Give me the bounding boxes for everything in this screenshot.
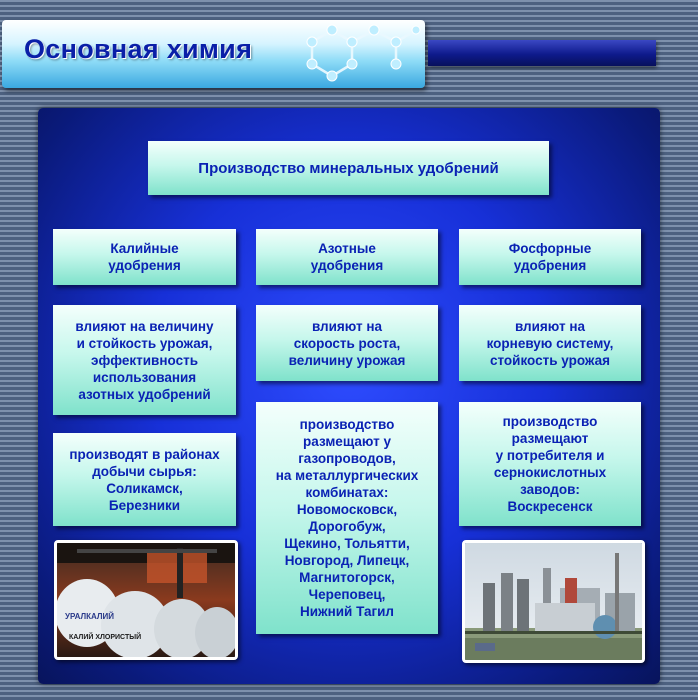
main-title-box: Производство минеральных удобрений [148, 141, 549, 195]
phosphate-effect-box: влияют на корневую систему, стойкость урожая [459, 305, 641, 381]
potash-plant-photo [54, 540, 238, 660]
potash-type-box: Калийные удобрения [53, 229, 236, 285]
potash-production-box: производят в районах добычи сырья: Соликамск, Березники [53, 433, 236, 526]
chemical-plant-image [465, 543, 642, 660]
bag-brand-label: УРАЛКАЛИЙ [65, 612, 114, 621]
molecule-icon [284, 20, 424, 88]
potash-plant-image [57, 543, 235, 657]
phosphate-type-box: Фосфорные удобрения [459, 229, 641, 285]
nitrogen-effect-box: влияют на скорость роста, величину урожая [256, 305, 438, 381]
bag-product-label: КАЛИЙ ХЛОРИСТЫЙ [69, 634, 142, 641]
phosphate-plant-photo [462, 540, 645, 663]
header-banner [2, 20, 425, 88]
phosphate-production-box: производство размещают у потребителя и сернокислотных заводов: Воскресенск [459, 402, 641, 526]
page-title: Основная химия [24, 34, 253, 64]
nitrogen-type-box: Азотные удобрения [256, 229, 438, 285]
header-accent-bar [428, 40, 656, 66]
potash-effect-box: влияют на величину и стойкость урожая, эффективность использования азотных удобрений [53, 305, 236, 415]
nitrogen-production-box: производство размещают у газопроводов, на металлургических комбинатах: Новомосковск, Дорогобуж, Щекино, Тольятти, Новгород, Липецк, Магнитогорск, Череповец, Нижний Тагил [256, 402, 438, 634]
